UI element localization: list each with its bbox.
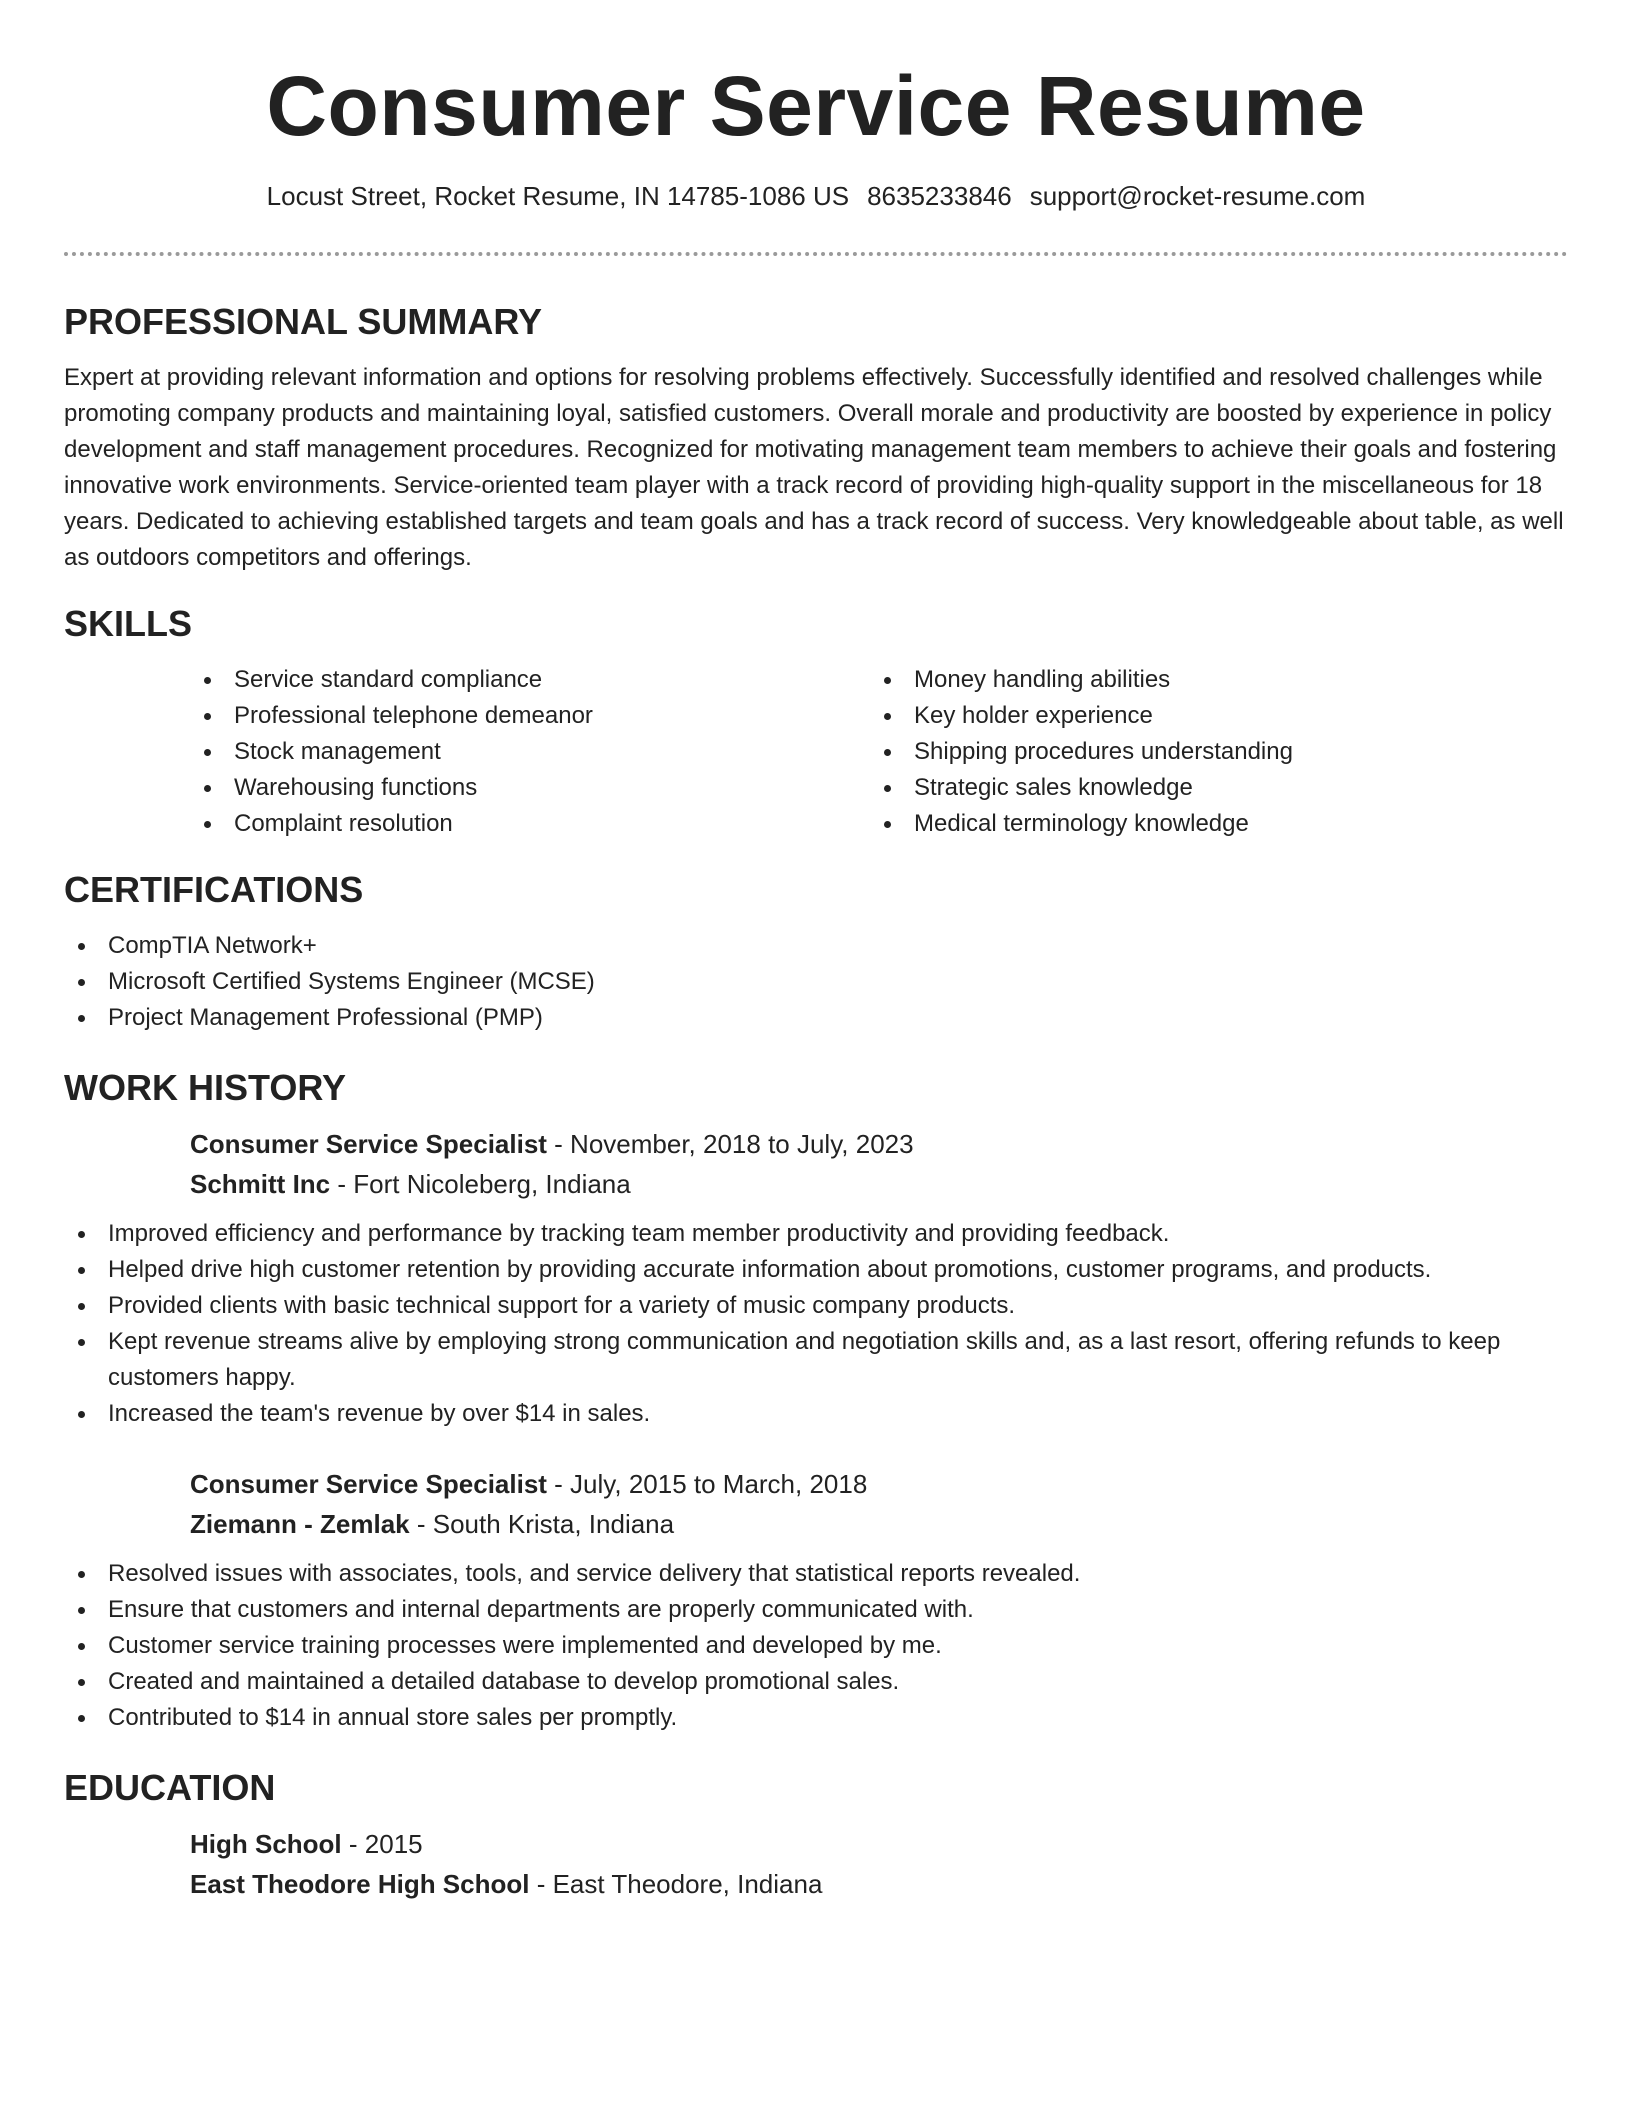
certification-item: CompTIA Network+ [64,928,1568,964]
job-role: Consumer Service Specialist [190,1129,547,1159]
skill-item: Strategic sales knowledge [870,770,1550,806]
education-year: - 2015 [341,1829,423,1859]
certifications-list [64,928,1568,1036]
education-location: - East Theodore, Indiana [529,1869,823,1899]
job-location: - Fort Nicoleberg, Indiana [330,1169,631,1199]
job-role: Consumer Service Specialist [190,1469,547,1499]
job-dates: - July, 2015 to March, 2018 [546,1469,868,1499]
job-entry [190,1124,1568,1204]
skills-list [190,662,1568,842]
certification-item: Project Management Professional (PMP) [64,1000,1568,1036]
job-bullet: Created and maintained a detailed database to develop promotional sales. [64,1664,1568,1700]
summary-heading: PROFESSIONAL SUMMARY [64,301,543,342]
skill-item: Shipping procedures understanding [870,734,1550,770]
job-bullet: Provided clients with basic technical support for a variety of music company products. [64,1288,1568,1324]
skills-heading: SKILLS [64,603,193,644]
job-bullets [64,1556,1568,1736]
education-heading: EDUCATION [64,1767,276,1808]
job-title-line [190,1124,1568,1164]
education-school-line [190,1864,1568,1904]
skill-item: Medical terminology knowledge [870,806,1550,842]
skill-item: Complaint resolution [190,806,870,842]
job-bullet: Kept revenue streams alive by employing strong communication and negotiation skills and, as a last resort, offering refunds to keep customers happy. [64,1324,1568,1396]
skill-item: Service standard compliance [190,662,870,698]
job-bullet: Contributed to $14 in annual store sales per promptly. [64,1700,1568,1736]
contact-phone: 8635233846 [867,181,1012,211]
skills-column-left [190,662,870,842]
job-dates: - November, 2018 to July, 2023 [546,1129,914,1159]
education-degree-line [190,1824,1568,1864]
contact-line [64,178,1568,214]
job-entry [190,1464,1568,1544]
job-bullet: Customer service training processes were implemented and developed by me. [64,1628,1568,1664]
education-entry [190,1824,1568,1904]
job-bullet: Increased the team's revenue by over $14 in sales. [64,1396,1568,1432]
job-bullet: Ensure that customers and internal departments are properly communicated with. [64,1592,1568,1628]
header-divider [64,252,1568,256]
skills-column-right [870,662,1550,842]
education-school: East Theodore High School [190,1869,530,1899]
job-bullet: Improved efficiency and performance by tracking team member productivity and providing feedback. [64,1216,1568,1252]
certification-item: Microsoft Certified Systems Engineer (MCSE) [64,964,1568,1000]
contact-email: support@rocket-resume.com [1029,181,1366,211]
job-company: Ziemann - Zemlak [190,1509,410,1539]
summary-text: Expert at providing relevant information and options for resolving problems effectively. Successfully identified and resolved challenges while promoting company products and maintaining loyal, satisfied customers. Overall morale and productivity are boosted by experience in policy development and staff management procedures. Recognized for motivating management team members to achieve their goals and fostering innovative work environments. Service-oriented team player with a track record of providing high-quality support in the miscellaneous for 18 years. Dedicated to achieving established targets and team goals and has a track record of success. Very knowledgeable about table, as well as outdoors competitors and offerings. [64,364,1564,571]
education-degree: High School [190,1829,342,1859]
work-history-heading: WORK HISTORY [64,1067,347,1108]
skill-item: Money handling abilities [870,662,1550,698]
resume-title: Consumer Service Resume [266,59,1366,153]
job-company-line [190,1504,1568,1544]
skill-item: Stock management [190,734,870,770]
job-company-line [190,1164,1568,1204]
skill-item: Key holder experience [870,698,1550,734]
certifications-heading: CERTIFICATIONS [64,869,364,910]
contact-address: Locust Street, Rocket Resume, IN 14785-1086 US [266,181,850,211]
job-bullet: Resolved issues with associates, tools, and service delivery that statistical reports revealed. [64,1556,1568,1592]
job-location: - South Krista, Indiana [409,1509,675,1539]
job-bullets [64,1216,1568,1432]
job-bullet: Helped drive high customer retention by providing accurate information about promotions, customer programs, and products. [64,1252,1568,1288]
skill-item: Warehousing functions [190,770,870,806]
resume-page [64,0,1568,1904]
job-company: Schmitt Inc [190,1169,331,1199]
skill-item: Professional telephone demeanor [190,698,870,734]
job-title-line [190,1464,1568,1504]
